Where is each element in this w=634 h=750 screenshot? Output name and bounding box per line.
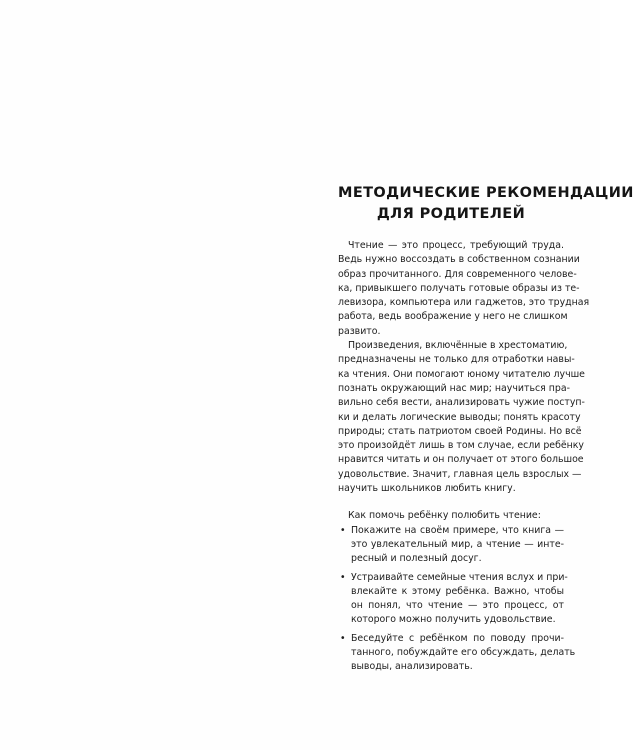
text-line: ресный и полезный досуг. xyxy=(351,553,482,565)
text-line: Как помочь ребёнку полюбить чтение: xyxy=(348,510,541,522)
text-line: которого можно получить удовольствие. xyxy=(351,614,556,626)
list-item xyxy=(338,524,564,567)
text-line: это произойдёт лишь в том случае, если ребёнку xyxy=(338,440,584,452)
text-line: ка чтения. Они помогают юному читателю лучше xyxy=(338,368,585,380)
tips-list xyxy=(338,524,576,675)
text-line: вильно себя вести, анализировать чужие поступ- xyxy=(338,397,585,409)
text-line: ки и делать логические выводы; понять красоту xyxy=(338,411,581,423)
text-line: танного, побуждайте его обсуждать, делать xyxy=(351,647,576,659)
title-line-2: ДЛЯ РОДИТЕЛЕЙ xyxy=(376,206,526,222)
text-line: Произведения, включённые в хрестоматию, xyxy=(348,340,568,352)
page-title xyxy=(338,183,634,225)
text-line: познать окружающий нас мир; научиться пра- xyxy=(338,382,570,394)
text-column xyxy=(338,183,634,679)
text-line: Устраивайте семейные чтения вслух и при- xyxy=(351,571,568,583)
text-line: предназначены не только для отработки навы- xyxy=(338,354,575,366)
bullet-icon: • xyxy=(340,524,346,536)
paragraph-2 xyxy=(338,339,585,496)
list-intro xyxy=(338,509,564,523)
text-line: Покажите на своём примере, что книга — xyxy=(351,524,564,536)
bullet-icon: • xyxy=(340,632,346,644)
list-item xyxy=(338,571,568,628)
bullet-icon: • xyxy=(340,571,346,583)
text-line: нравится читать и он получает от этого большое xyxy=(338,454,584,466)
text-line: выводы, анализировать. xyxy=(351,661,473,673)
text-line: образ прочитанного. Для современного челове- xyxy=(338,268,577,280)
paragraph-1 xyxy=(338,239,590,339)
text-line: влекайте к этому ребёнка. Важно, чтобы xyxy=(351,585,564,597)
text-line: ка, привыкшего получать готовые образы из те- xyxy=(338,282,580,294)
text-line: удовольствие. Значит, главная цель взрослых — xyxy=(338,468,582,480)
text-line: природы; стать патриотом своей Родины. Но всё xyxy=(338,425,582,437)
text-line: развито. xyxy=(338,325,381,337)
text-line: работа, ведь воображение у него не слишком xyxy=(338,311,568,323)
text-line: научить школьников любить книгу. xyxy=(338,483,516,495)
text-line: Беседуйте с ребёнком по поводу прочи- xyxy=(351,632,564,644)
text-line: он понял, что чтение — это процесс, от xyxy=(351,600,564,612)
list-item xyxy=(338,632,576,675)
title-line-1: МЕТОДИЧЕСКИЕ РЕКОМЕНДАЦИИ xyxy=(338,185,634,201)
text-line: это увлекательный мир, а чтение — инте- xyxy=(351,538,564,550)
text-line: Чтение — это процесс, требующий труда. xyxy=(348,240,564,251)
text-line: Ведь нужно воссоздать в собственном сознании xyxy=(338,254,580,266)
text-line: левизора, компьютера или гаджетов, это трудная xyxy=(338,297,590,309)
section-gap xyxy=(338,496,564,509)
